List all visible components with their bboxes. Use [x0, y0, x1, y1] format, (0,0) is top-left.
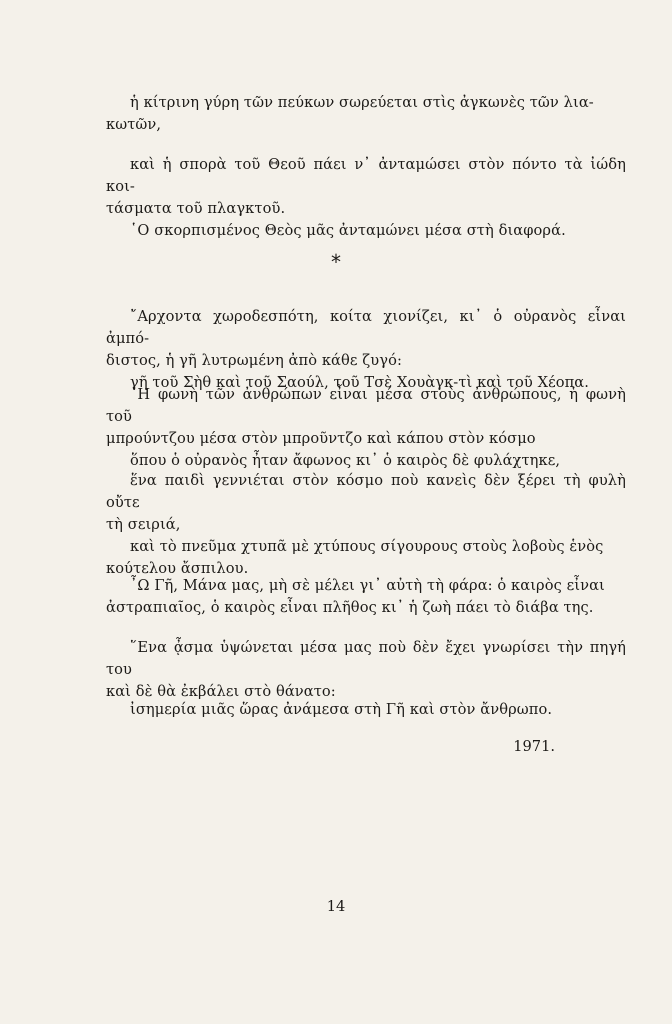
poem-line: καὶ ἡ σπορὰ τοῦ Θεοῦ πάει ν᾽ ἀνταμώσει στὸν πόντο τὰ ἰώδη κοι- [106, 156, 626, 195]
page-number: 14 [326, 898, 346, 915]
stanza-2 [106, 154, 626, 242]
poem-line: γῆ τοῦ Σὴθ καὶ τοῦ Σαούλ, τοῦ Τσὲ Χουὰγκ-τὶ καὶ τοῦ Χέοπα. [130, 374, 590, 391]
poem-date: 1971. [513, 738, 555, 755]
poem-line: κωτῶν, [106, 116, 162, 133]
poem-line: μπρούντζου μέσα στὸν μπροῦντζο καὶ κάπου στὸν κόσμο [106, 430, 536, 447]
poem-line: ῾Η φωνὴ τῶν ἀνθρώπων εἶναι μέσα στοὺς ἀνθρώπους, ἡ φωνὴ τοῦ [106, 386, 626, 425]
stanza-4 [106, 384, 626, 472]
poem-line: ῏Ω Γῆ, Μάνα μας, μὴ σὲ μέλει γι᾽ αὐτὴ τὴ φάρα: ὁ καιρὸς εἶναι [130, 577, 605, 594]
poem-line: ὅπου ὁ οὐρανὸς ἦταν ἄφωνος κι᾽ ὁ καιρὸς δὲ φυλάχτηκε, [130, 452, 561, 469]
poem-line: ἕνα παιδὶ γεννιέται στὸν κόσμο ποὺ κανεὶς δὲν ξέρει τὴ φυλὴ οὔτε [106, 472, 626, 511]
poem-line: καὶ δὲ θὰ ἐκβάλει στὸ θάνατο: [106, 683, 336, 700]
poem-line: ἡ κίτρινη γύρη τῶν πεύκων σωρεύεται στὶς ἀγκωνὲς τῶν λια- [130, 94, 594, 111]
poem-line: τὴ σειριά, [106, 516, 181, 533]
stanza-5 [106, 470, 626, 580]
poem-line: καὶ τὸ πνεῦμα χτυπᾶ μὲ χτύπους σίγουρους στοὺς λοβοὺς ἑνὸς [130, 538, 604, 555]
poem-line: ῾Ο σκορπισμένος Θεὸς μᾶς ἀνταμώνει μέσα στὴ διαφορά. [130, 222, 566, 239]
poem-line: κούτελου ἄσπιλου. [106, 560, 249, 577]
poem-line: τάσματα τοῦ πλαγκτοῦ. [106, 200, 286, 217]
stanza-1 [106, 92, 626, 136]
section-separator: * [331, 250, 341, 274]
stanza-8 [106, 699, 626, 721]
poem-line: ἀστραπιαῖος, ὁ καιρὸς εἶναι πλῆθος κι᾽ ἡ ζωὴ πάει τὸ διάβα της. [106, 599, 594, 616]
poem-line: ῎Αρχοντα χωροδεσπότη, κοίτα χιονίζει, κι᾽ ὁ οὐρανὸς εἶναι ἀμπό- [106, 308, 626, 347]
stanza-7 [106, 637, 626, 703]
poem-line: διστος, ἡ γῆ λυτρωμένη ἀπὸ κάθε ζυγό: [106, 352, 402, 369]
stanza-3 [106, 306, 626, 394]
poem-line: ἰσημερία μιᾶς ὥρας ἀνάμεσα στὴ Γῆ καὶ στὸν ἄνθρωπο. [130, 701, 553, 718]
poem-line: ῞Ενα ᾆσμα ὑψώνεται μέσα μας ποὺ δὲν ἔχει γνωρίσει τὴν πηγή του [106, 639, 626, 678]
stanza-6 [106, 575, 626, 619]
